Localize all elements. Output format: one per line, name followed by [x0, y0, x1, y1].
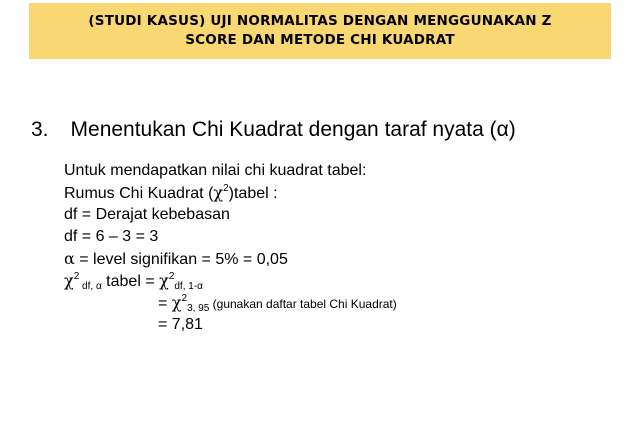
chi-symbol-4: χ	[171, 293, 182, 312]
chi-table-line	[64, 270, 397, 292]
sub-3-95: 3, 95	[187, 303, 210, 314]
sub-df-1-alpha: df, 1-α	[174, 281, 203, 292]
step-heading	[31, 116, 516, 144]
content-body	[64, 160, 397, 336]
df-calculation: df = 6 – 3 = 3	[64, 228, 159, 245]
rumus-line	[64, 182, 397, 204]
title-banner	[29, 3, 611, 59]
result-line	[64, 314, 397, 336]
exp-4: 2	[181, 293, 188, 304]
chi-395-line	[64, 292, 397, 314]
df-calculation-line	[64, 226, 397, 248]
banner-line-1: (STUDI KASUS) UJI NORMALITAS DENGAN MENGGUNAKAN Z	[88, 13, 552, 29]
rumus-prefix: Rumus Chi Kuadrat (	[64, 185, 214, 202]
tabel-equals: tabel =	[101, 273, 160, 290]
exp-3: 2	[168, 271, 175, 282]
chi-square-exponent: 2	[223, 183, 229, 194]
intro-line	[64, 160, 397, 182]
alpha-symbol: α	[64, 249, 75, 268]
step-number: 3.	[31, 118, 49, 141]
step-title: Menentukan Chi Kuadrat dengan taraf nyata (α)	[70, 118, 516, 141]
alpha-definition: = level signifikan = 5% = 0,05	[74, 251, 288, 268]
rumus-suffix: )tabel :	[228, 185, 278, 202]
sub-df-alpha: df, α	[79, 281, 102, 292]
alpha-line	[64, 248, 397, 270]
chi-symbol: χ	[213, 183, 224, 202]
df-definition: df = Derajat kebebasan	[64, 206, 230, 223]
table-note: (gunakan daftar tabel Chi Kuadrat)	[209, 297, 397, 311]
banner-line-2: SCORE DAN METODE CHI KUADRAT	[185, 32, 455, 48]
df-definition-line	[64, 204, 397, 226]
chi-symbol-2: χ	[64, 271, 74, 290]
intro-text: Untuk mendapatkan nilai chi kuadrat tabel:	[64, 162, 367, 179]
exp-2: 2	[73, 271, 80, 282]
chi-symbol-3: χ	[159, 271, 169, 290]
equals-1: =	[158, 295, 172, 312]
result-value: = 7,81	[158, 316, 203, 333]
